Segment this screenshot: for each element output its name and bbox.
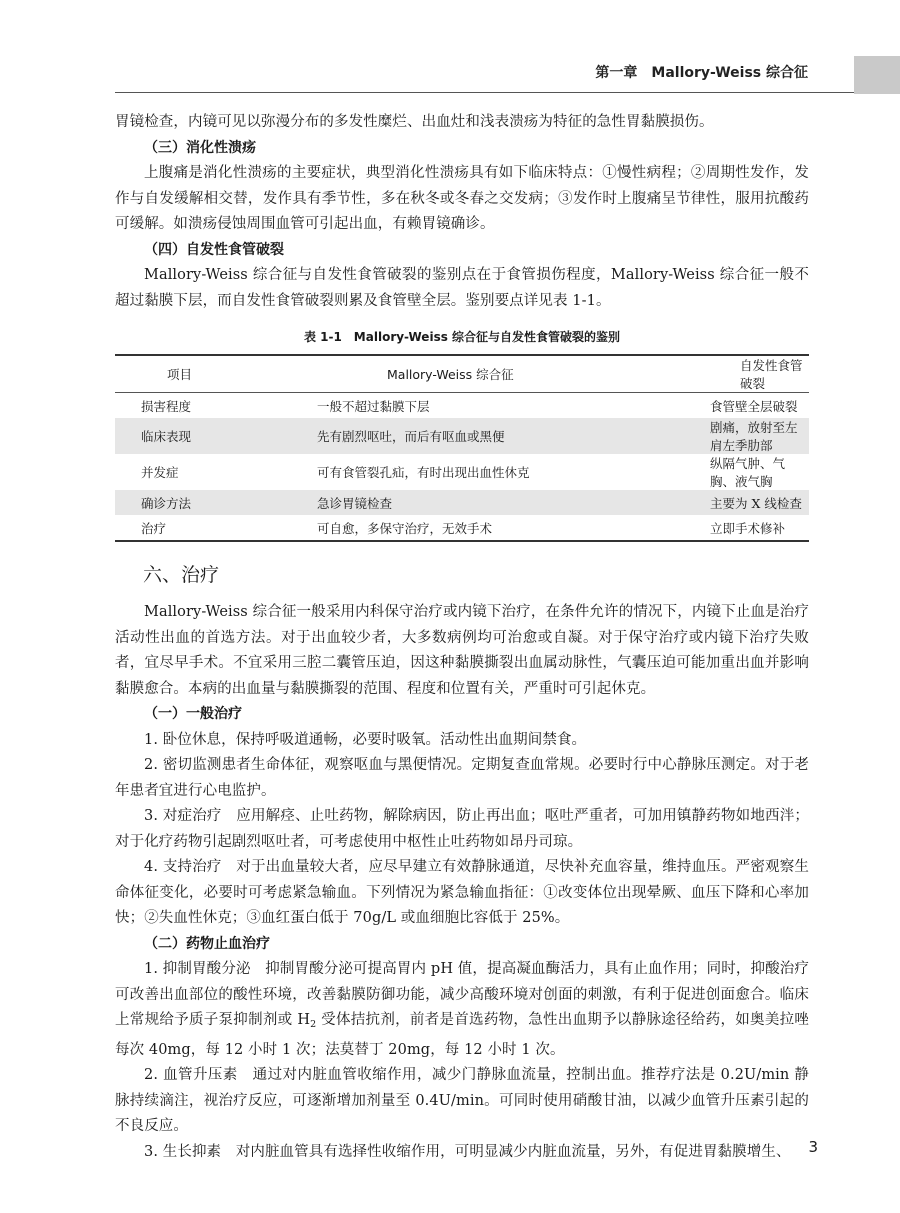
paragraph-esophageal-rupture: Mallory-Weiss 综合征与自发性食管破裂的鉴别点在于食管损伤程度，Mallory-Weiss 综合征一般不超过黏膜下层，而自发性食管破裂则累及食管壁全层。鉴别要点详见表 1-1。 bbox=[115, 267, 809, 309]
subscript-2: 2 bbox=[310, 1019, 317, 1030]
list-item: 3. 生长抑素 对内脏血管具有选择性收缩作用，可明显减少内脏血流量，另外，有促进胃黏膜增生、 bbox=[144, 1143, 791, 1160]
chapter-header: 第一章 Mallory-Weiss 综合征 bbox=[595, 65, 808, 81]
list-item bbox=[115, 957, 809, 1063]
table-row bbox=[115, 490, 809, 515]
differential-table bbox=[115, 354, 809, 542]
list-item-text: 受体拮抗剂，前者是首选药物，急性出血期予以静脉途径给药，如奥美拉唑每次 40mg，每 12 小时 1 次；法莫替丁 20mg，每 12 小时 1 次。 bbox=[115, 1012, 809, 1058]
header-rule bbox=[115, 92, 854, 93]
table-cell: 损害程度 bbox=[141, 398, 192, 414]
table-header-cell: 自发性食管破裂 bbox=[710, 355, 809, 393]
table-cell: 先有剧烈呕吐，而后有呕血或黑便 bbox=[317, 418, 710, 454]
table-caption: 表 1-1 Mallory-Weiss 综合征与自发性食管破裂的鉴别 bbox=[303, 330, 621, 344]
table-cell: 急诊胃镜检查 bbox=[317, 490, 710, 515]
table-cell: 可自愈，多保守治疗，无效手术 bbox=[317, 520, 493, 536]
paragraph-treatment-intro: Mallory-Weiss 综合征一般采用内科保守治疗或内镜下治疗，在条件允许的情况下，内镜下止血是治疗活动性出血的首选方法。对于出血较少者，大多数病例均可治愈或自凝。对于保守治疗或内镜下治疗失败者，宜尽早手术。不宜采用三腔二囊管压迫，因这种黏膜撕裂出血属动脉性，气囊压迫可能加重出血并影响黏膜愈合。本病的出血量与黏膜撕裂的范围、程度和位置有关，严重时可引起休克。 bbox=[115, 604, 809, 697]
table-cell: 并发症 bbox=[141, 465, 179, 480]
list-item-text: 1. 抑制胃酸分泌 抑制胃酸分泌可提高胃内 pH 值，提高凝血酶活力，具有止血作用；同时，抑酸治疗可改善出血部位的酸性环境，改善黏膜防御功能，减少高酸环境对创面的刺激，有利于促进创面愈合。临床上常规给予质子泵抑制剂或 H bbox=[115, 961, 809, 1028]
table-cell: 纵隔气肿、气胸、液气胸 bbox=[710, 456, 786, 489]
table-cell: 一般不超过黏膜下层 bbox=[317, 398, 430, 414]
table-header-row bbox=[115, 355, 809, 393]
table-row bbox=[115, 515, 809, 541]
list-item: 4. 支持治疗 对于出血量较大者，应尽早建立有效静脉通道，尽快补充血容量，维持血压。严密观察生命体征变化，必要时可考虑紧急输血。下列情况为紧急输血指征：①改变体位出现晕厥、血压下降和心率加快；②失血性休克；③血红蛋白低于 70g/L 或血细胞比容低于 25%。 bbox=[115, 859, 809, 926]
intro-paragraph: 胃镜检查，内镜可见以弥漫分布的多发性糜烂、出血灶和浅表溃疡为特征的急性胃黏膜损伤。 bbox=[115, 114, 714, 130]
subheading-peptic-ulcer: （三）消化性溃疡 bbox=[144, 139, 256, 156]
list-item: 3. 对症治疗 应用解痉、止吐药物，解除病因，防止再出血；呕吐严重者，可加用镇静药物如地西泮；对于化疗药物引起剧烈呕吐者，可考虑使用中枢性止吐药物如昂丹司琼。 bbox=[115, 808, 809, 850]
table-cell: 治疗 bbox=[141, 520, 167, 536]
table-row bbox=[115, 393, 809, 419]
table-cell: 临床表现 bbox=[115, 418, 317, 454]
list-item: 1. 卧位休息，保持呼吸道通畅，必要时吸氧。活动性出血期间禁食。 bbox=[144, 731, 587, 748]
table-cell: 主要为 X 线检查 bbox=[710, 490, 809, 515]
section-title-treatment: 六、治疗 bbox=[143, 564, 220, 586]
chapter-thumb-tab bbox=[854, 56, 900, 94]
table-cell: 剧痛，放射至左肩左季肋部 bbox=[710, 418, 809, 454]
table-cell: 食管壁全层破裂 bbox=[710, 398, 798, 414]
table-cell: 立即手术修补 bbox=[710, 520, 786, 536]
table-header-cell: 项目 bbox=[115, 355, 317, 393]
page-number: 3 bbox=[808, 1138, 818, 1156]
subheading-drug-hemostasis: （二）药物止血治疗 bbox=[144, 935, 270, 952]
table-cell: 确诊方法 bbox=[115, 490, 317, 515]
subheading-esophageal-rupture: （四）自发性食管破裂 bbox=[144, 241, 284, 258]
table-cell: 可有食管裂孔疝，有时出现出血性休克 bbox=[317, 465, 530, 480]
page-content bbox=[115, 110, 809, 1165]
table-row bbox=[115, 454, 809, 490]
table-row bbox=[115, 418, 809, 454]
paragraph-peptic-ulcer: 上腹痛是消化性溃疡的主要症状，典型消化性溃疡具有如下临床特点：①慢性病程；②周期性发作，发作与自发缓解相交替，发作具有季节性，多在秋冬或冬春之交发病；③发作时上腹痛呈节律性，服用抗酸药可缓解。如溃疡侵蚀周围血管可引起出血，有赖胃镜确诊。 bbox=[115, 165, 809, 232]
list-item: 2. 密切监测患者生命体征，观察呕血与黑便情况。定期复查血常规。必要时行中心静脉压测定。对于老年患者宜进行心电监护。 bbox=[115, 757, 809, 799]
subheading-general-treatment: （一）一般治疗 bbox=[144, 706, 242, 722]
table-header-cell: Mallory-Weiss 综合征 bbox=[317, 355, 710, 393]
list-item: 2. 血管升压素 通过对内脏血管收缩作用，减少门静脉血流量，控制出血。推荐疗法是 0.2U/min 静脉持续滴注，视治疗反应，可逐渐增加剂量至 0.4U/min。可同时使用硝酸甘油，以减少血管升压素引起的不良反应。 bbox=[115, 1067, 809, 1134]
